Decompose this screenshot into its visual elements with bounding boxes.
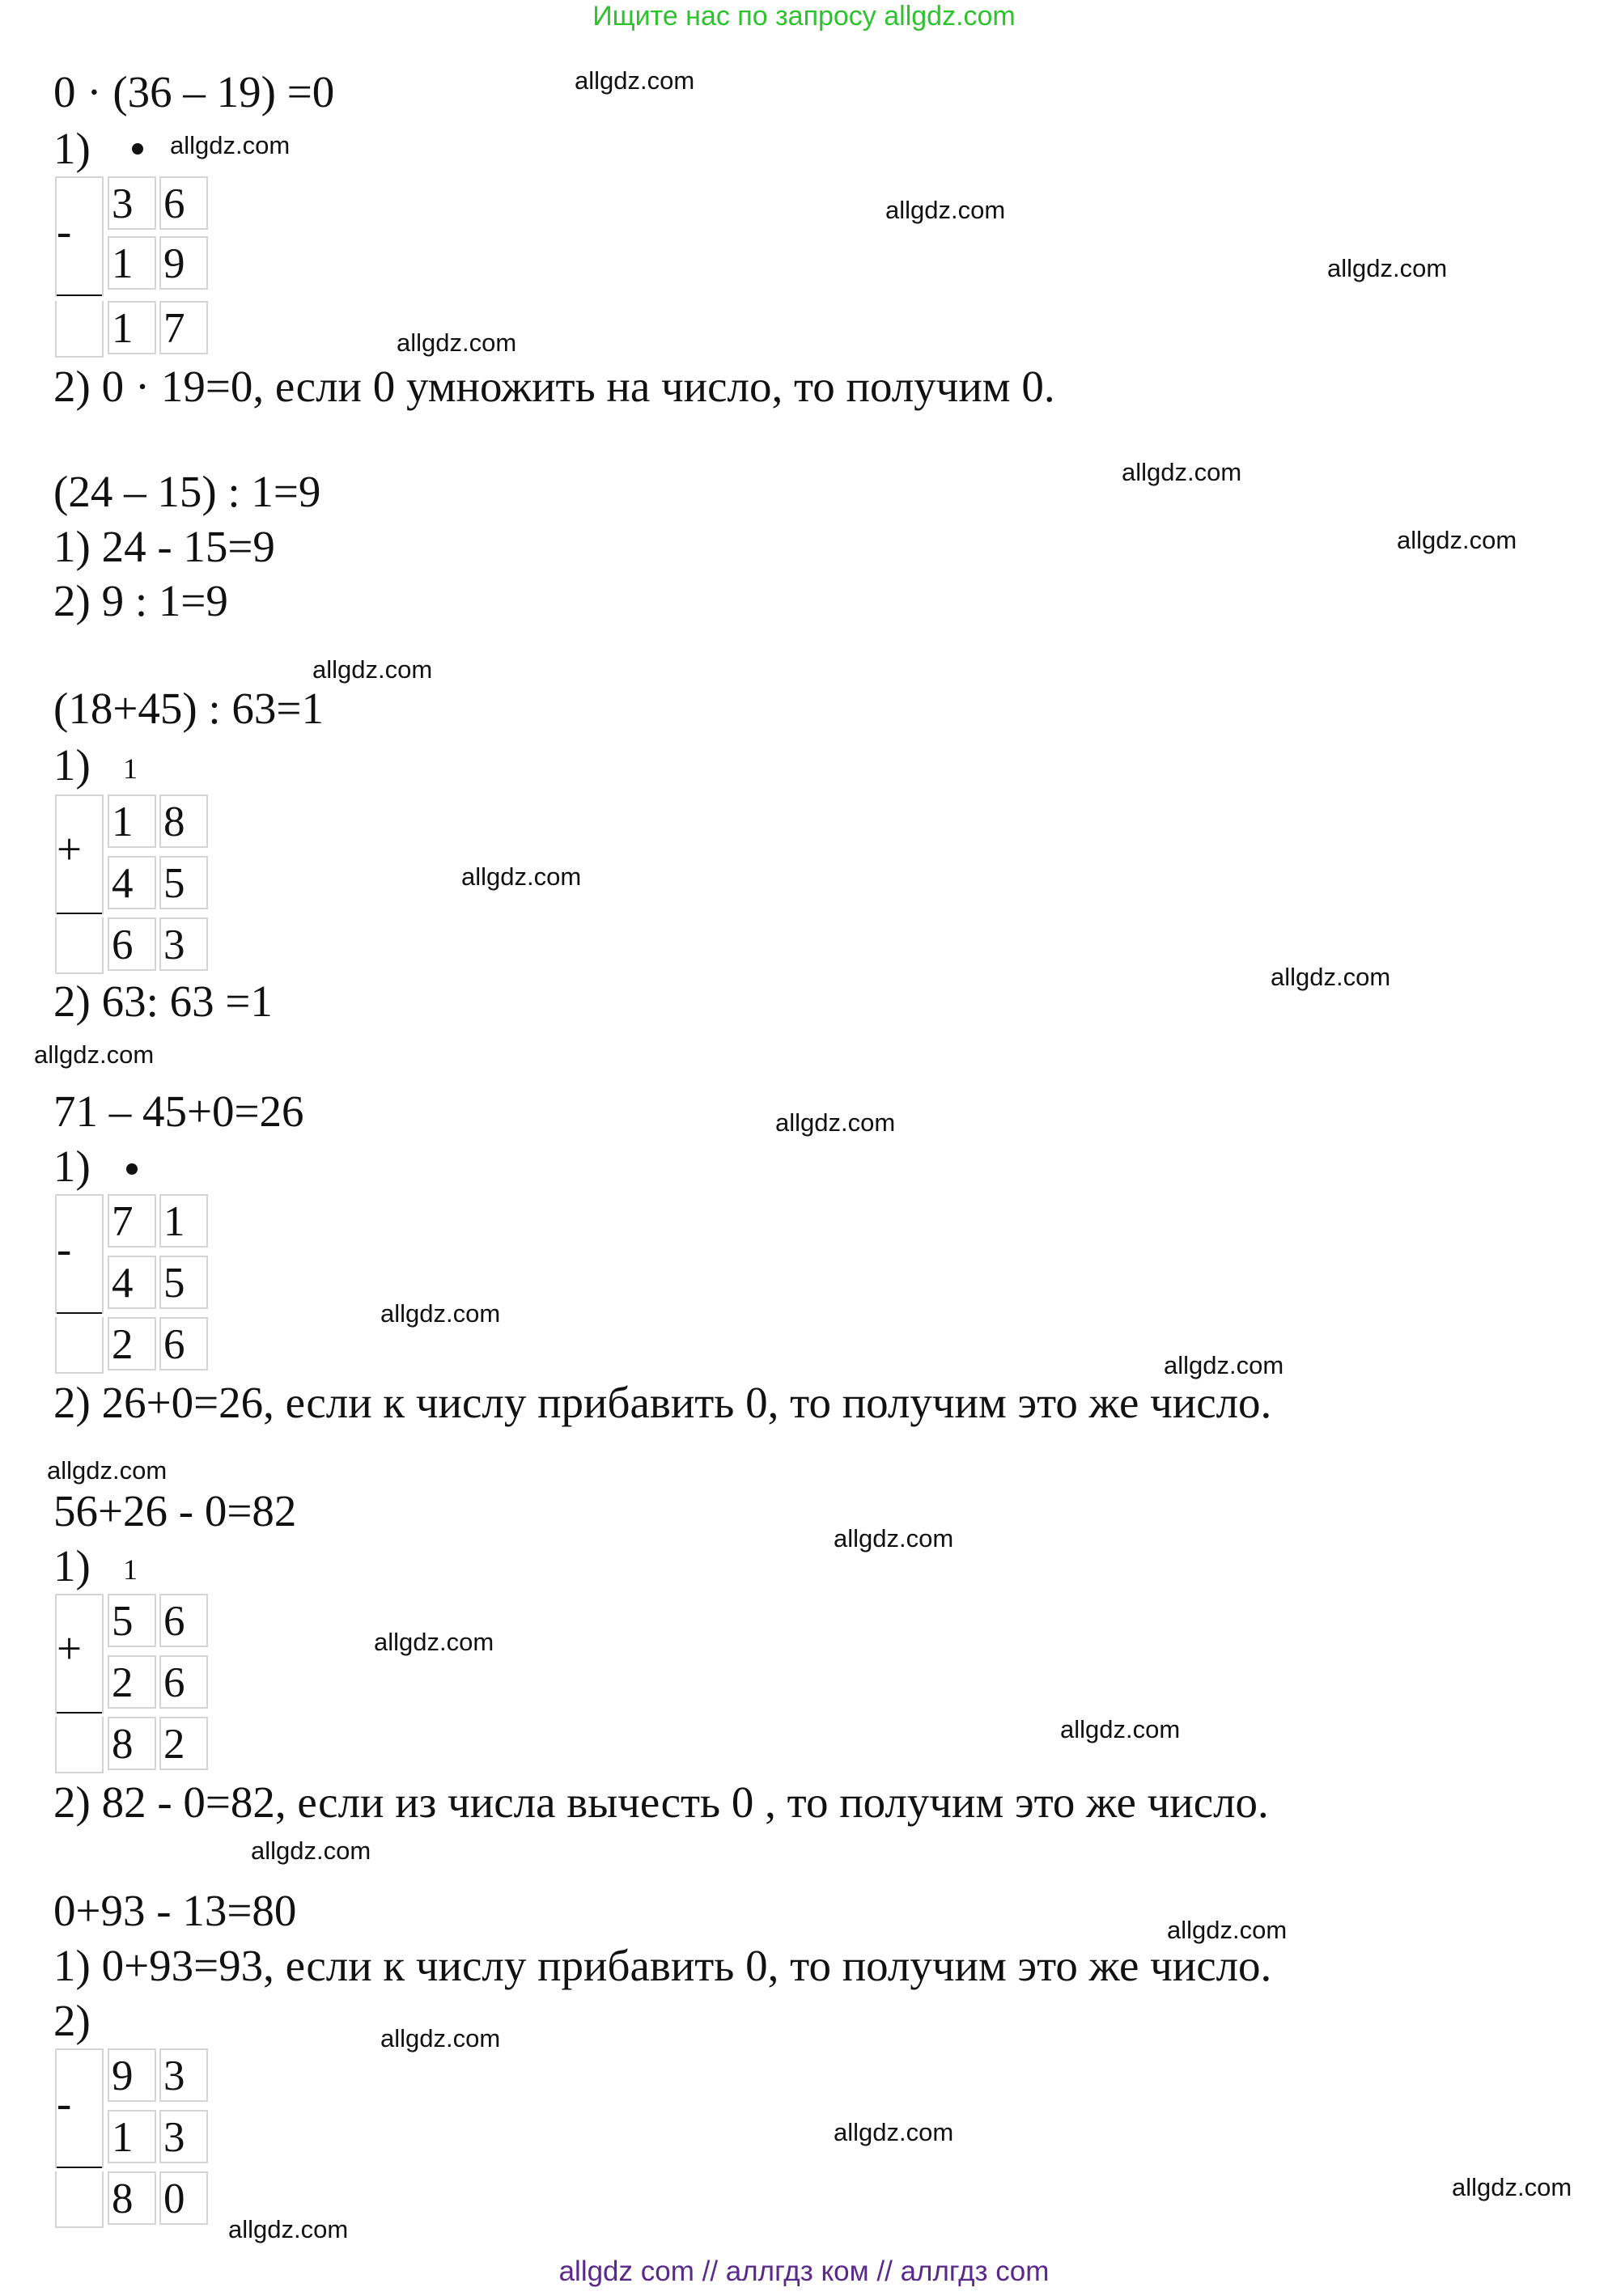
digit-cell: 8 bbox=[108, 2171, 156, 2225]
digit-cell: 4 bbox=[108, 856, 156, 909]
problem-5-step1-label: 1) bbox=[53, 1541, 91, 1591]
digit-cell: 6 bbox=[159, 1655, 208, 1709]
problem-2-expression: (24 – 15) : 1=9 bbox=[53, 467, 321, 516]
column-operator-cell bbox=[55, 794, 104, 914]
column-operator-cell bbox=[55, 176, 104, 296]
header-banner[interactable]: Ищите нас по запросу allgdz.com bbox=[592, 1, 1016, 32]
problem-6-step2-label: 2) bbox=[53, 1996, 91, 2045]
sum-line bbox=[57, 1712, 102, 1714]
watermark: allgdz.com bbox=[251, 1836, 371, 1865]
digit-cell: 1 bbox=[159, 1194, 208, 1248]
watermark: allgdz.com bbox=[834, 1524, 954, 1553]
operator-sign: + bbox=[57, 1624, 83, 1673]
digit-cell: 2 bbox=[108, 1655, 156, 1709]
digit-cell: 8 bbox=[108, 1717, 156, 1770]
footer-links[interactable]: allgdz com // аллгдз ком // аллгдз com bbox=[558, 2256, 1050, 2287]
digit-cell: 2 bbox=[108, 1317, 156, 1370]
column-operator-cell bbox=[55, 1594, 104, 1714]
result-gap-cell bbox=[55, 1317, 104, 1374]
digit-cell: 3 bbox=[159, 917, 208, 971]
watermark: allgdz.com bbox=[312, 655, 433, 684]
problem-6-expression: 0+93 - 13=80 bbox=[53, 1886, 297, 1935]
digit-cell: 4 bbox=[108, 1256, 156, 1309]
digit-cell: 7 bbox=[108, 1194, 156, 1248]
borrow-dot-icon bbox=[126, 1163, 138, 1175]
problem-3-expression: (18+45) : 63=1 bbox=[53, 684, 324, 733]
watermark: allgdz.com bbox=[1164, 1351, 1284, 1379]
sum-line bbox=[57, 1312, 102, 1314]
result-gap-cell bbox=[55, 1717, 104, 1773]
watermark: allgdz.com bbox=[1122, 458, 1242, 486]
digit-cell: 5 bbox=[108, 1594, 156, 1647]
operator-sign: + bbox=[57, 824, 83, 874]
operator-sign: - bbox=[57, 206, 72, 256]
digit-cell: 7 bbox=[159, 301, 208, 354]
operator-sign: - bbox=[57, 2078, 72, 2128]
problem-4-expression: 71 – 45+0=26 bbox=[53, 1087, 304, 1136]
sum-line bbox=[57, 913, 102, 914]
watermark: allgdz.com bbox=[1397, 526, 1517, 554]
watermark: allgdz.com bbox=[575, 66, 695, 95]
watermark: allgdz.com bbox=[1452, 2173, 1572, 2201]
digit-cell: 5 bbox=[159, 856, 208, 909]
watermark: allgdz.com bbox=[1327, 254, 1448, 282]
problem-1-expression: 0 · (36 – 19) =0 bbox=[53, 67, 335, 116]
problem-3-step1-label: 1) bbox=[53, 740, 91, 790]
digit-cell: 5 bbox=[159, 1256, 208, 1309]
problem-1-step1-label: 1) bbox=[53, 124, 91, 173]
watermark: allgdz.com bbox=[397, 328, 517, 357]
problem-2-step1: 1) 24 - 15=9 bbox=[53, 522, 275, 571]
watermark: allgdz.com bbox=[34, 1040, 155, 1069]
digit-cell: 6 bbox=[159, 176, 208, 230]
sum-line bbox=[57, 294, 102, 296]
column-operator-cell bbox=[55, 1194, 104, 1314]
watermark: allgdz.com bbox=[380, 2024, 501, 2052]
digit-cell: 1 bbox=[108, 301, 156, 354]
problem-3-step2: 2) 63: 63 =1 bbox=[53, 976, 273, 1026]
digit-cell: 3 bbox=[159, 2048, 208, 2102]
digit-cell: 1 bbox=[108, 794, 156, 848]
watermark: allgdz.com bbox=[170, 131, 291, 159]
watermark: allgdz.com bbox=[1060, 1715, 1181, 1743]
digit-cell: 0 bbox=[159, 2171, 208, 2225]
watermark: allgdz.com bbox=[228, 2215, 349, 2243]
watermark: allgdz.com bbox=[1167, 1916, 1288, 1944]
digit-cell: 9 bbox=[108, 2048, 156, 2102]
watermark: allgdz.com bbox=[834, 2118, 954, 2146]
watermark: allgdz.com bbox=[461, 862, 582, 891]
result-gap-cell bbox=[55, 2171, 104, 2228]
problem-4-step1-label: 1) bbox=[53, 1142, 91, 1191]
borrow-dot-icon bbox=[132, 143, 143, 155]
digit-cell: 3 bbox=[108, 176, 156, 230]
problem-5-step2: 2) 82 - 0=82, если из числа вычесть 0 , то получим это же число. bbox=[53, 1777, 1269, 1827]
digit-cell: 1 bbox=[108, 2110, 156, 2163]
watermark: allgdz.com bbox=[47, 1456, 168, 1485]
operator-sign: - bbox=[57, 1224, 72, 1273]
problem-4-step2: 2) 26+0=26, если к числу прибавить 0, то получим это же число. bbox=[53, 1378, 1272, 1427]
digit-cell: 6 bbox=[159, 1317, 208, 1370]
digit-cell: 6 bbox=[159, 1594, 208, 1647]
result-gap-cell bbox=[55, 917, 104, 974]
problem-1-step2: 2) 0 · 19=0, если 0 умножить на число, то получим 0. bbox=[53, 362, 1055, 411]
digit-cell: 1 bbox=[108, 236, 156, 290]
digit-cell: 2 bbox=[159, 1717, 208, 1770]
problem-2-step2: 2) 9 : 1=9 bbox=[53, 576, 228, 625]
problem-5-expression: 56+26 - 0=82 bbox=[53, 1486, 297, 1536]
carry-digit: 1 bbox=[123, 1553, 138, 1586]
column-operator-cell bbox=[55, 2048, 104, 2168]
watermark: allgdz.com bbox=[1271, 963, 1391, 991]
digit-cell: 8 bbox=[159, 794, 208, 848]
digit-cell: 9 bbox=[159, 236, 208, 290]
watermark: allgdz.com bbox=[374, 1628, 494, 1656]
sum-line bbox=[57, 2167, 102, 2168]
digit-cell: 6 bbox=[108, 917, 156, 971]
result-gap-cell bbox=[55, 301, 104, 358]
watermark: allgdz.com bbox=[775, 1108, 896, 1137]
digit-cell: 3 bbox=[159, 2110, 208, 2163]
carry-digit: 1 bbox=[123, 752, 138, 785]
watermark: allgdz.com bbox=[885, 196, 1006, 224]
problem-6-step1: 1) 0+93=93, если к числу прибавить 0, то получим это же число. bbox=[53, 1941, 1272, 1990]
watermark: allgdz.com bbox=[380, 1299, 501, 1328]
